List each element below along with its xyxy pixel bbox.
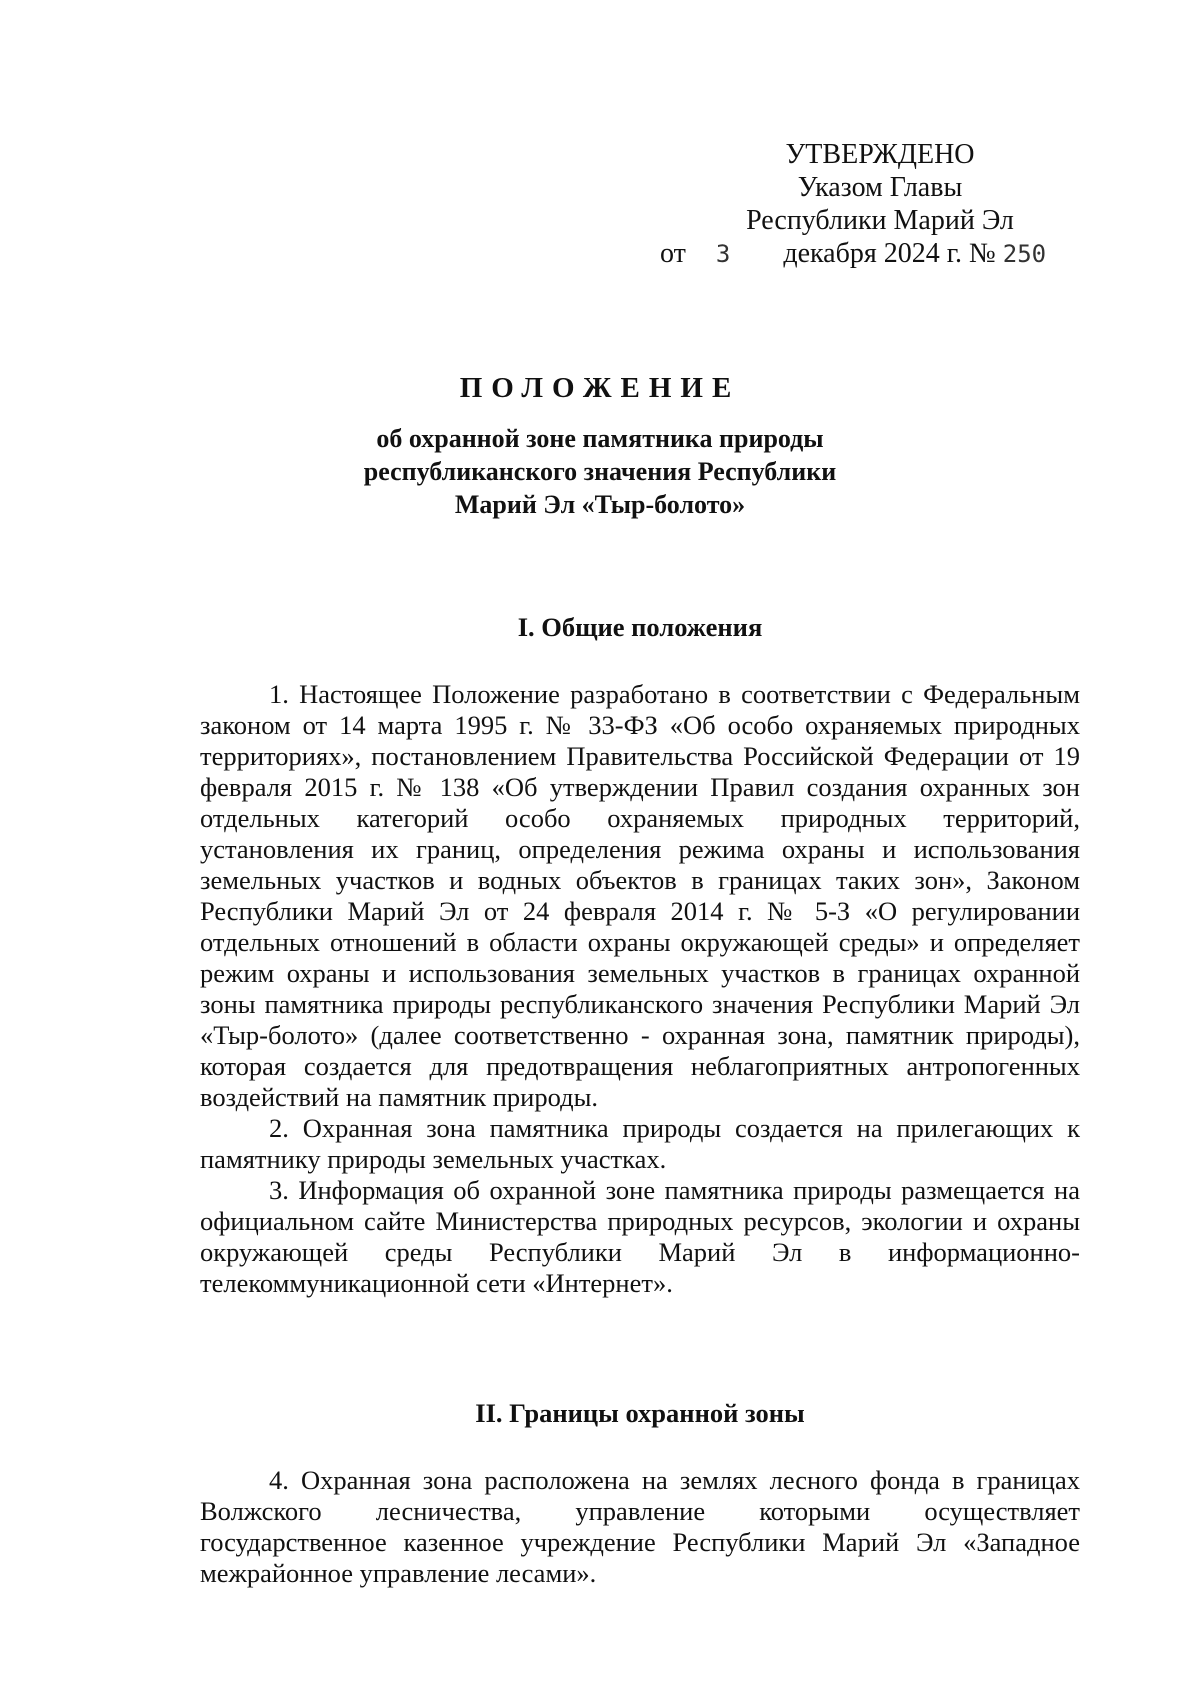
section-boundaries-body [200,1465,1080,1589]
section-general-body [200,679,1080,1299]
approval-label: УТВЕРЖДЕНО [785,139,975,170]
paragraph-3: 3. Информация об охранной зоне памятника природы размещается на официальном сайте Министерства природных ресурсов, экологии и охраны окружающей среды Республики Марий Эл в информационно-телекоммуникационной сети «Интернет». [200,1175,1080,1298]
document-title: ПОЛОЖЕНИЕ [459,372,741,404]
document-subtitle-line-3: Марий Эл «Тыр-болото» [454,490,746,519]
section-heading-boundaries: II. Границы охранной зоны [475,1398,805,1428]
date-prefix: от [660,238,686,269]
approval-decree: Указом Главы [797,172,963,203]
document-subtitle-line-1: об охранной зоне памятника природы [376,424,824,453]
approval-date-line [660,237,1080,271]
date-month-year: декабря 2024 г. № [783,238,996,269]
paragraph-1: 1. Настоящее Положение разработано в соответствии с Федеральным законом от 14 марта 1995 г. № 33-ФЗ «Об особо охраняемых природных территориях», постановлением Правительства Российской Федерации от 19 февраля 2015 г. № 138 «Об утверждении Правил создания охранных зон отдельных категорий особо охраняемых природных территорий, установления их границ, определения режима охраны и использования земельных участков и водных объектов в границах таких зон», Законом Республики Марий Эл от 24 февраля 2014 г. № 5-З «О регулировании отдельных отношений в области охраны окружающей среды» и определяет режим охраны и использования земельных участков в границах охранной зоны памятника природы республиканского значения Республики Марий Эл «Тыр-болото» (далее соответственно - охранная зона, памятник природы), которая создается для предотвращения неблагоприятных антропогенных воздействий на памятник природы. [200,679,1080,1112]
document-subtitle-line-2: республиканского значения Республики [363,457,837,486]
approval-authority: Республики Марий Эл [746,205,1014,236]
decree-number: 250 [1002,240,1047,268]
section-heading-general: I. Общие положения [517,612,763,642]
date-day: 3 [715,240,731,268]
paragraph-4: 4. Охранная зона расположена на землях лесного фонда в границах Волжского лесничества, управление которыми осуществляет государственное казенное учреждение Республики Марий Эл «Западное межрайонное управление лесами». [200,1465,1080,1588]
paragraph-2: 2. Охранная зона памятника природы создается на прилегающих к памятнику природы земельных участках. [200,1113,1080,1174]
approval-stamp [660,138,1080,271]
document-title-block [200,370,1000,521]
